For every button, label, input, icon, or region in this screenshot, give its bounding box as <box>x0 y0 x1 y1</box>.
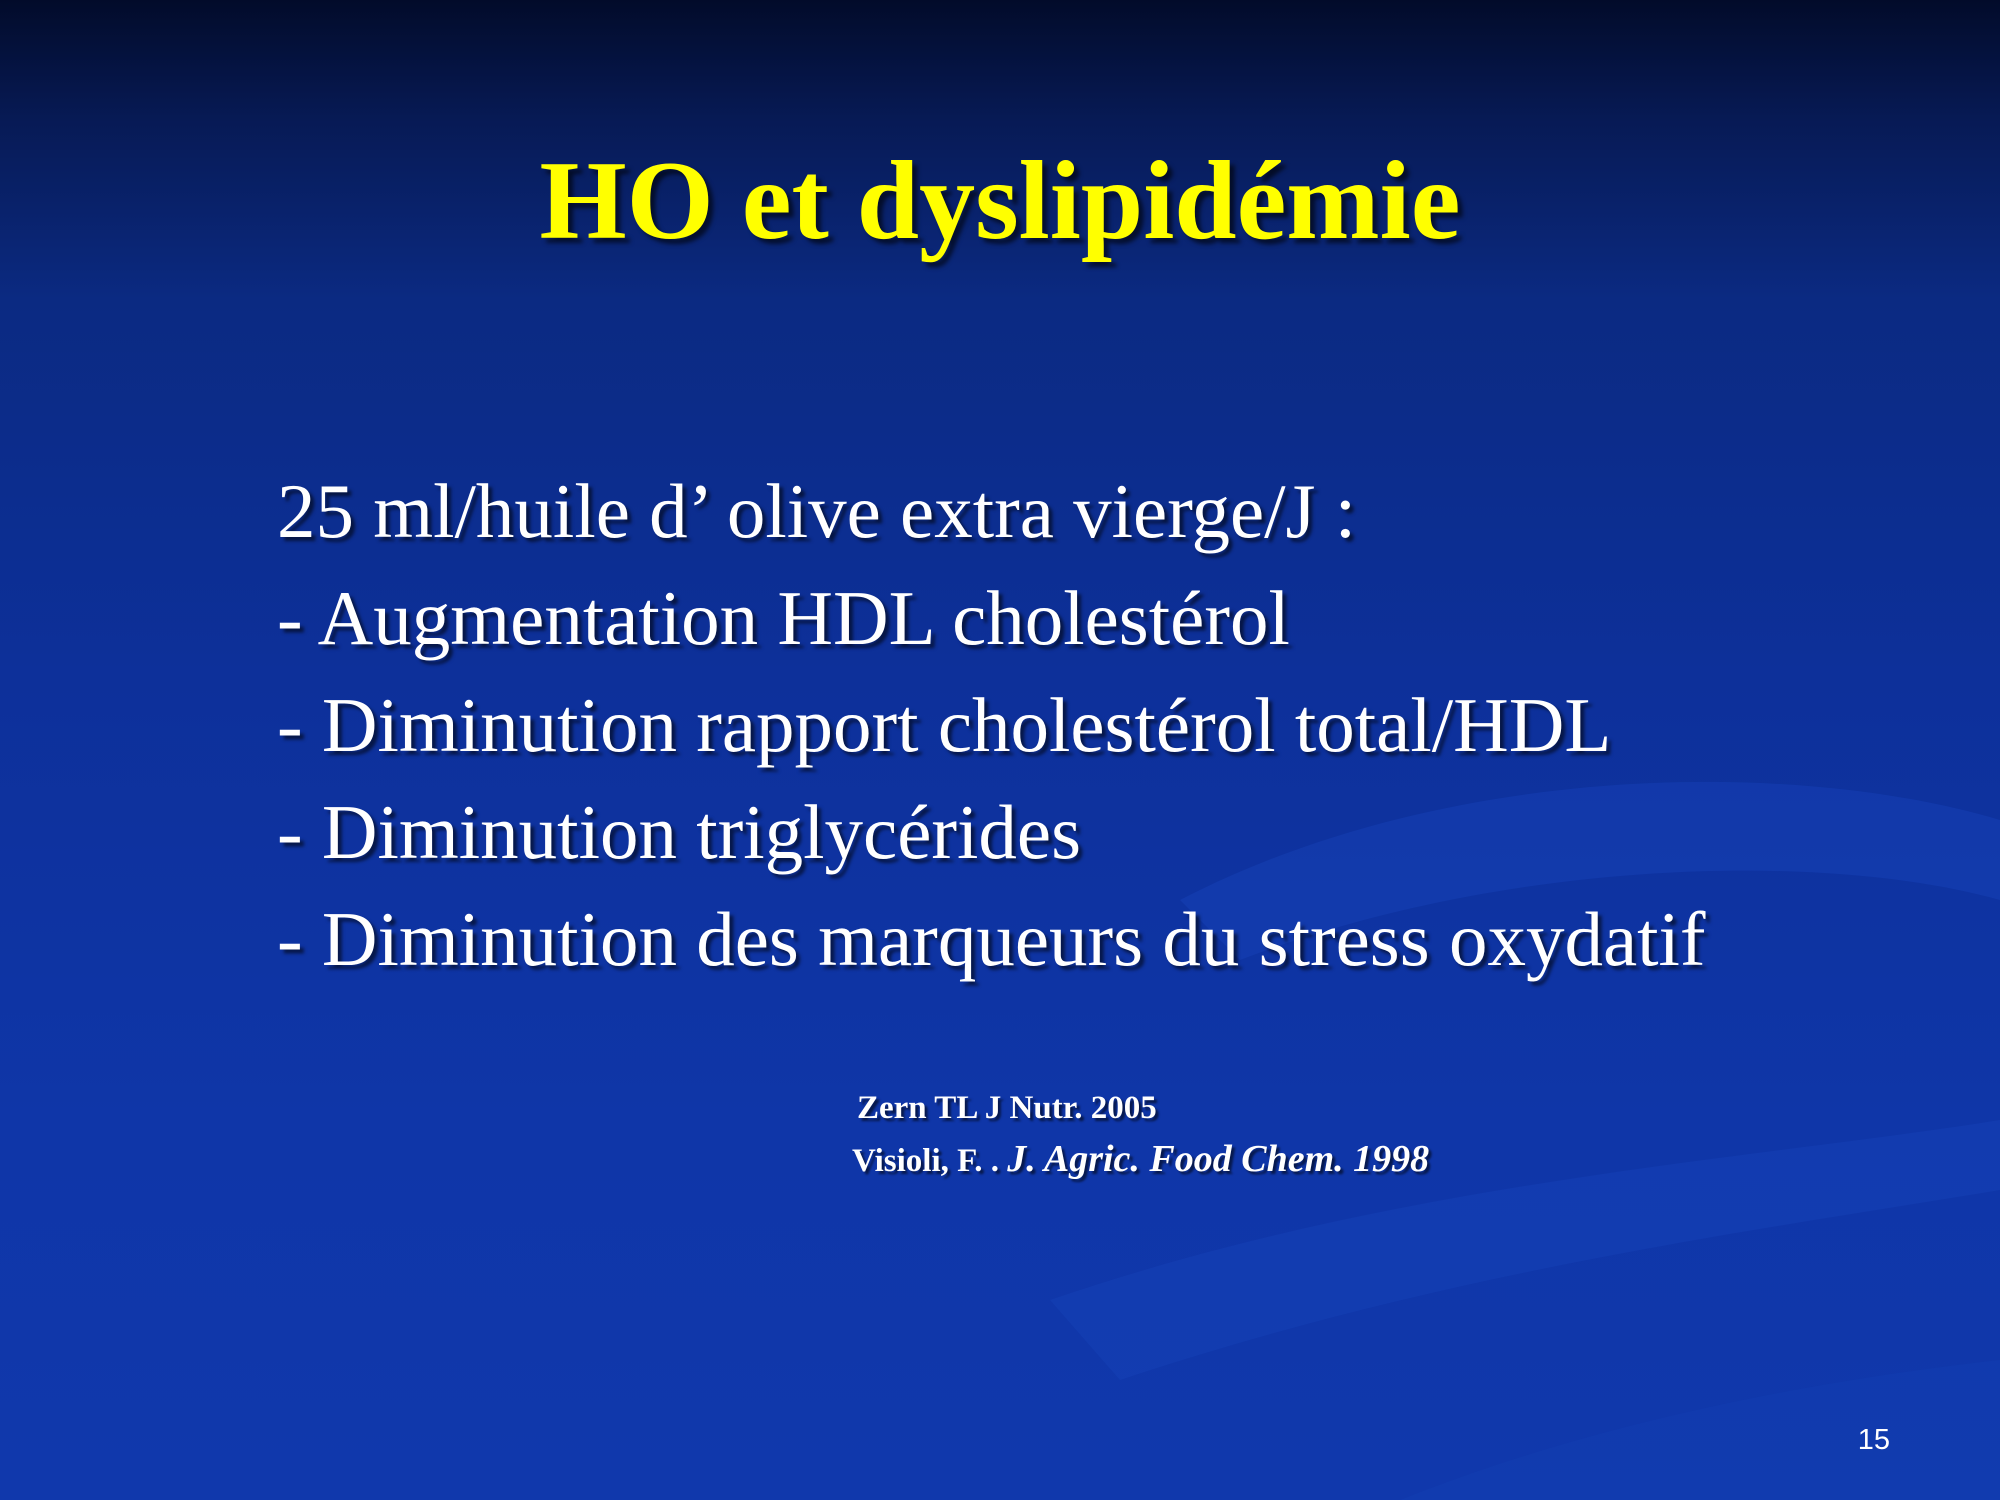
bullet-item: - Diminution triglycérides <box>277 789 1082 875</box>
bullet-item: - Diminution des marqueurs du stress oxydatif <box>277 896 1706 982</box>
page-number: 15 <box>1857 1424 1890 1456</box>
reference-visioli-author: Visioli, F. . <box>852 1143 1008 1179</box>
reference-visioli-journal: J. Agric. Food Chem. 1998 <box>1007 1138 1430 1180</box>
slide-body <box>277 458 1977 993</box>
reference-visioli <box>852 1137 1429 1181</box>
intro-line: 25 ml/huile d’ olive extra vierge/J : <box>277 468 1357 554</box>
reference-zern: Zern TL J Nutr. 2005 <box>857 1090 1157 1126</box>
bullet-item: - Diminution rapport cholestérol total/HDL <box>277 682 1612 768</box>
slide-title: HO et dyslipidémie <box>539 139 1461 263</box>
bullet-item: - Augmentation HDL cholestérol <box>277 575 1290 661</box>
